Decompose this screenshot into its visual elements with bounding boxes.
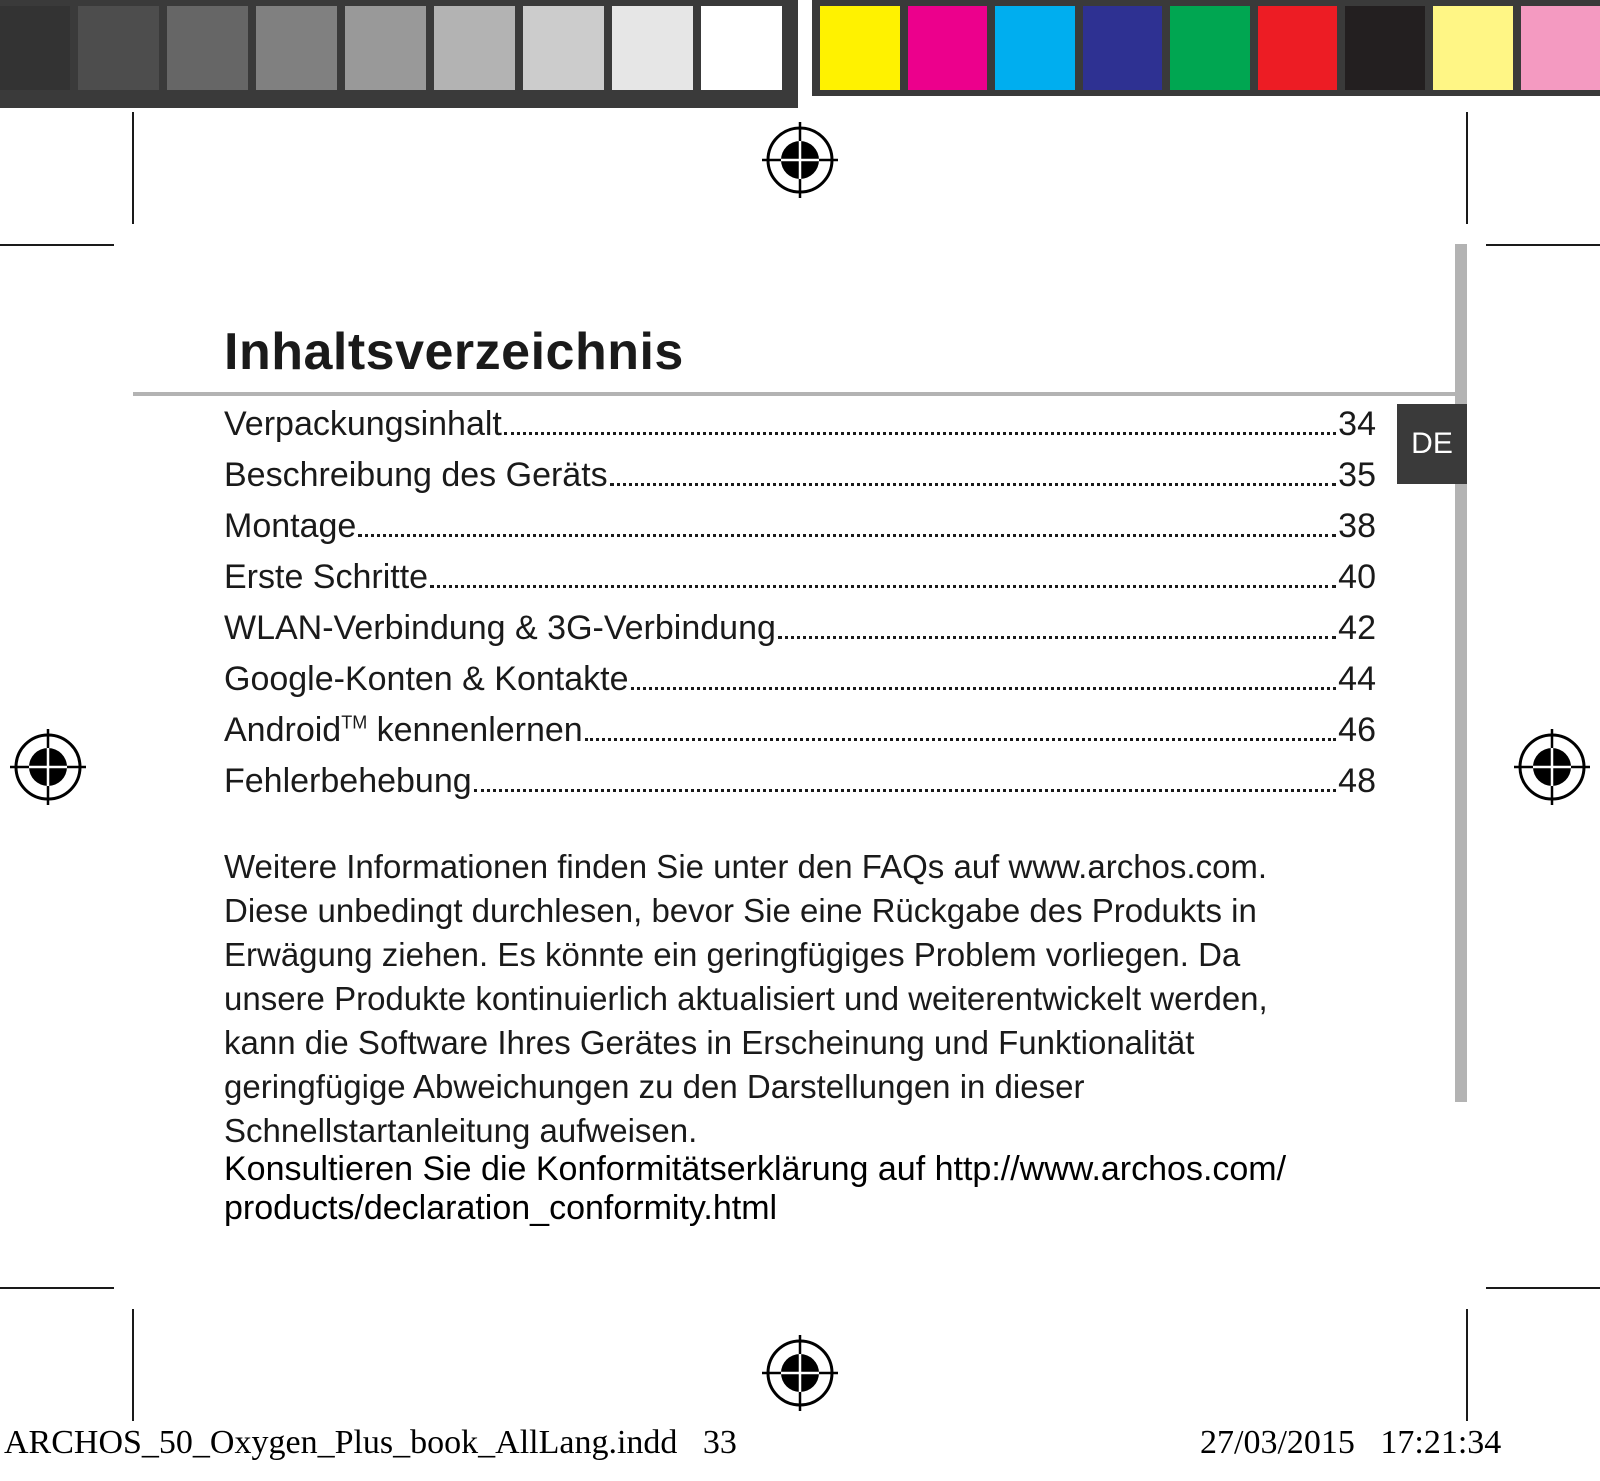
toc-dot-leader [778,636,1336,639]
color-swatch [1083,6,1163,90]
toc-entry-label: Android™ kennenlernen [224,711,583,749]
toc-entry [224,456,1376,507]
crop-mark-top-right-vertical [1466,112,1468,224]
color-swatch [1433,6,1513,90]
toc-dot-leader [504,432,1336,435]
toc-page-number: 44 [1338,660,1376,698]
registration-mark-icon-left [8,727,88,807]
color-swatch [908,6,988,90]
toc-entry-label: Google-Konten & Kontakte [224,660,629,698]
gray-swatch [256,6,337,90]
gray-swatch [78,6,159,90]
toc-dot-leader [631,687,1337,690]
crop-mark-bottom-right-vertical [1466,1309,1468,1421]
crop-mark-top-left-horizontal [0,244,114,246]
registration-mark-icon-top [760,120,840,200]
notes-line: kann die Software Ihres Gerätes in Erscheinung und Funktionalität [224,1024,1195,1061]
gray-swatch [345,6,426,90]
table-of-contents [224,405,1376,813]
notes-line: Erwägung ziehen. Es könnte ein geringfügiges Problem vorliegen. Da [224,936,1241,973]
toc-page-number: 48 [1338,762,1376,800]
notes-line: unsere Produkte kontinuierlich aktualisiert und weiterentwickelt werden, [224,980,1268,1017]
color-swatch [1521,6,1600,90]
toc-entry-label: Verpackungsinhalt [224,405,502,443]
color-swatch [820,6,900,90]
slug-file-name: ARCHOS_50_Oxygen_Plus_book_AllLang.indd 33 [4,1424,737,1461]
gray-swatch [612,6,693,90]
notes-line: geringfügige Abweichungen zu den Darstellungen in dieser [224,1068,1085,1105]
gray-swatch [434,6,515,90]
toc-page-number: 46 [1338,711,1376,749]
registration-mark-icon-right [1512,727,1592,807]
crop-mark-bottom-left-vertical [132,1309,134,1421]
toc-entry [224,405,1376,456]
crop-mark-top-right-horizontal [1486,244,1600,246]
notes-line: Schnellstartanleitung aufweisen. [224,1112,698,1149]
toc-dot-leader [610,483,1337,486]
gray-swatch [701,6,782,90]
crop-mark-bottom-right-horizontal [1486,1287,1600,1289]
gray-swatch [0,6,70,90]
language-tab: DE [1397,404,1467,484]
notes-line: Diese unbedingt durchlesen, bevor Sie eine Rückgabe des Produkts in [224,892,1257,929]
gray-swatch [167,6,248,90]
color-swatch [1258,6,1338,90]
title-rule [133,392,1467,396]
color-swatch [1345,6,1425,90]
page-title: Inhaltsverzeichnis [224,323,684,381]
toc-entry-label: Montage [224,507,357,545]
color-swatch [1170,6,1250,90]
notes-line: Weitere Informationen finden Sie unter den FAQs auf www.archos.com. [224,848,1268,885]
toc-entry-label: Erste Schritte [224,558,429,596]
toc-dot-leader [474,789,1337,792]
toc-entry-label: WLAN-Verbindung & 3G-Verbindung [224,609,776,647]
toc-page-number: 34 [1338,405,1376,443]
color-swatch [995,6,1075,90]
toc-entry [224,558,1376,609]
toc-dot-leader [358,534,1336,537]
gray-swatch [523,6,604,90]
toc-entry [224,711,1376,762]
toc-page-number: 40 [1338,558,1376,596]
toc-page-number: 38 [1338,507,1376,545]
toc-entry [224,762,1376,813]
toc-dot-leader [585,738,1336,741]
crop-mark-top-left-vertical [132,112,134,224]
conformity-line: Konsultieren Sie die Konformitätserklärung auf http://www.archos.com/ [224,1150,1287,1188]
toc-entry-label: Fehlerbehebung [224,762,472,800]
conformity-line: products/declaration_conformity.html [224,1189,778,1227]
toc-dot-leader [430,585,1336,588]
registration-mark-icon-bottom [760,1333,840,1413]
process-color-bar [812,0,1600,96]
crop-mark-bottom-left-horizontal [0,1287,114,1289]
toc-entry-label: Beschreibung des Geräts [224,456,608,494]
side-margin-bar [1455,244,1467,1102]
toc-entry [224,609,1376,660]
notes-paragraph [224,845,1384,1153]
toc-entry [224,507,1376,558]
toc-page-number: 35 [1338,456,1376,494]
slug-date-time: 27/03/2015 17:21:34 [1200,1424,1502,1461]
grayscale-color-bar [0,0,798,108]
toc-page-number: 42 [1338,609,1376,647]
conformity-notice [224,1150,1384,1228]
toc-entry [224,660,1376,711]
